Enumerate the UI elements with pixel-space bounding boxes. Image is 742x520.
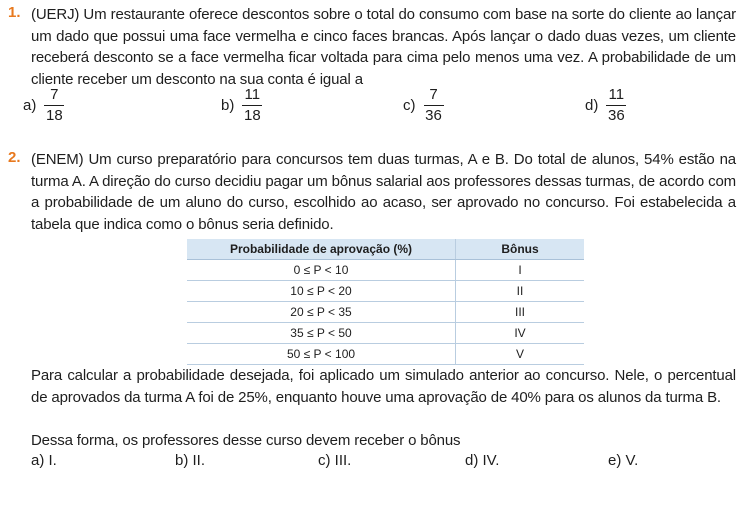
fraction: $\frac{7}{36}$ — [425, 86, 442, 124]
fraction: $\frac{7}{18}$ — [46, 86, 63, 124]
question-1-options — [15, 86, 735, 130]
question-2-continuation — [8, 365, 736, 408]
question-2-text-2: Para calcular a probabilidade desejada, foi aplicado um simulado anterior ao concurso. Nele, o percentual de aprovados da turma A foi de 25%, enquanto houve uma aprovação de 40% para os alunos da turma B. — [31, 367, 736, 406]
table-row — [187, 323, 584, 344]
table-cell: V — [456, 344, 585, 365]
table-cell: II — [456, 281, 585, 302]
table-cell: 50 ≤ P < 100 — [187, 344, 456, 365]
question-2 — [8, 149, 736, 235]
option-d[interactable]: d) $\frac{11}{36}$ — [585, 86, 625, 124]
table-row — [187, 281, 584, 302]
question-2-text-3: Dessa forma, os professores desse curso devem receber o bônus — [31, 432, 461, 449]
table-row — [187, 344, 584, 365]
question-2-text: (ENEM) Um curso preparatório para concursos tem duas turmas, A e B. Do total de alunos, 54% estão na turma A. A direção do curso decidiu pagar um bônus salarial aos professores dessas turmas, de acordo com a probabilidade de um aluno do curso, escolhido ao acaso, ser aprovado no concurso. Foi estabelecida a tabela que indica como o bônus seria definido. — [31, 151, 736, 233]
table-cell: 35 ≤ P < 50 — [187, 323, 456, 344]
option-a[interactable]: a) I. — [31, 452, 57, 469]
table-row — [187, 260, 584, 281]
question-1-text: (UERJ) Um restaurante oferece descontos sobre o total do consumo com base na sorte do cliente ao lançar um dado que possui uma face vermelha e cinco faces brancas. Após lançar o dado duas vezes, um cliente receberá desconto se a face vermelha ficar voltada para cima pelo menos uma vez. A probabilidade de um cliente receber um desconto na sua conta é igual a — [31, 6, 736, 88]
question-2-options — [31, 452, 731, 474]
question-2-number: 2. — [8, 149, 21, 166]
table-cell: IV — [456, 323, 585, 344]
table-row — [187, 302, 584, 323]
option-c[interactable]: c) III. — [318, 452, 352, 469]
table-cell: 0 ≤ P < 10 — [187, 260, 456, 281]
question-2-prompt — [8, 430, 736, 452]
table-header: Bônus — [456, 239, 585, 260]
question-1-number: 1. — [8, 4, 21, 21]
option-b[interactable]: b) II. — [175, 452, 206, 469]
option-a[interactable]: a) $\frac{7}{18}$ — [23, 86, 63, 124]
option-e[interactable]: e) V. — [608, 452, 639, 469]
table-cell: 10 ≤ P < 20 — [187, 281, 456, 302]
fraction: $\frac{11}{36}$ — [608, 86, 625, 124]
option-c[interactable]: c) $\frac{7}{36}$ — [403, 86, 442, 124]
table-cell: 20 ≤ P < 35 — [187, 302, 456, 323]
table-cell: I — [456, 260, 585, 281]
table-cell: III — [456, 302, 585, 323]
fraction: $\frac{11}{18}$ — [244, 86, 261, 124]
option-b[interactable]: b) $\frac{11}{18}$ — [221, 86, 261, 124]
option-d[interactable]: d) IV. — [465, 452, 500, 469]
table-header: Probabilidade de aprovação (%) — [187, 239, 456, 260]
table-header-row — [187, 239, 584, 260]
question-1 — [8, 4, 736, 90]
bonus-table — [187, 239, 584, 365]
